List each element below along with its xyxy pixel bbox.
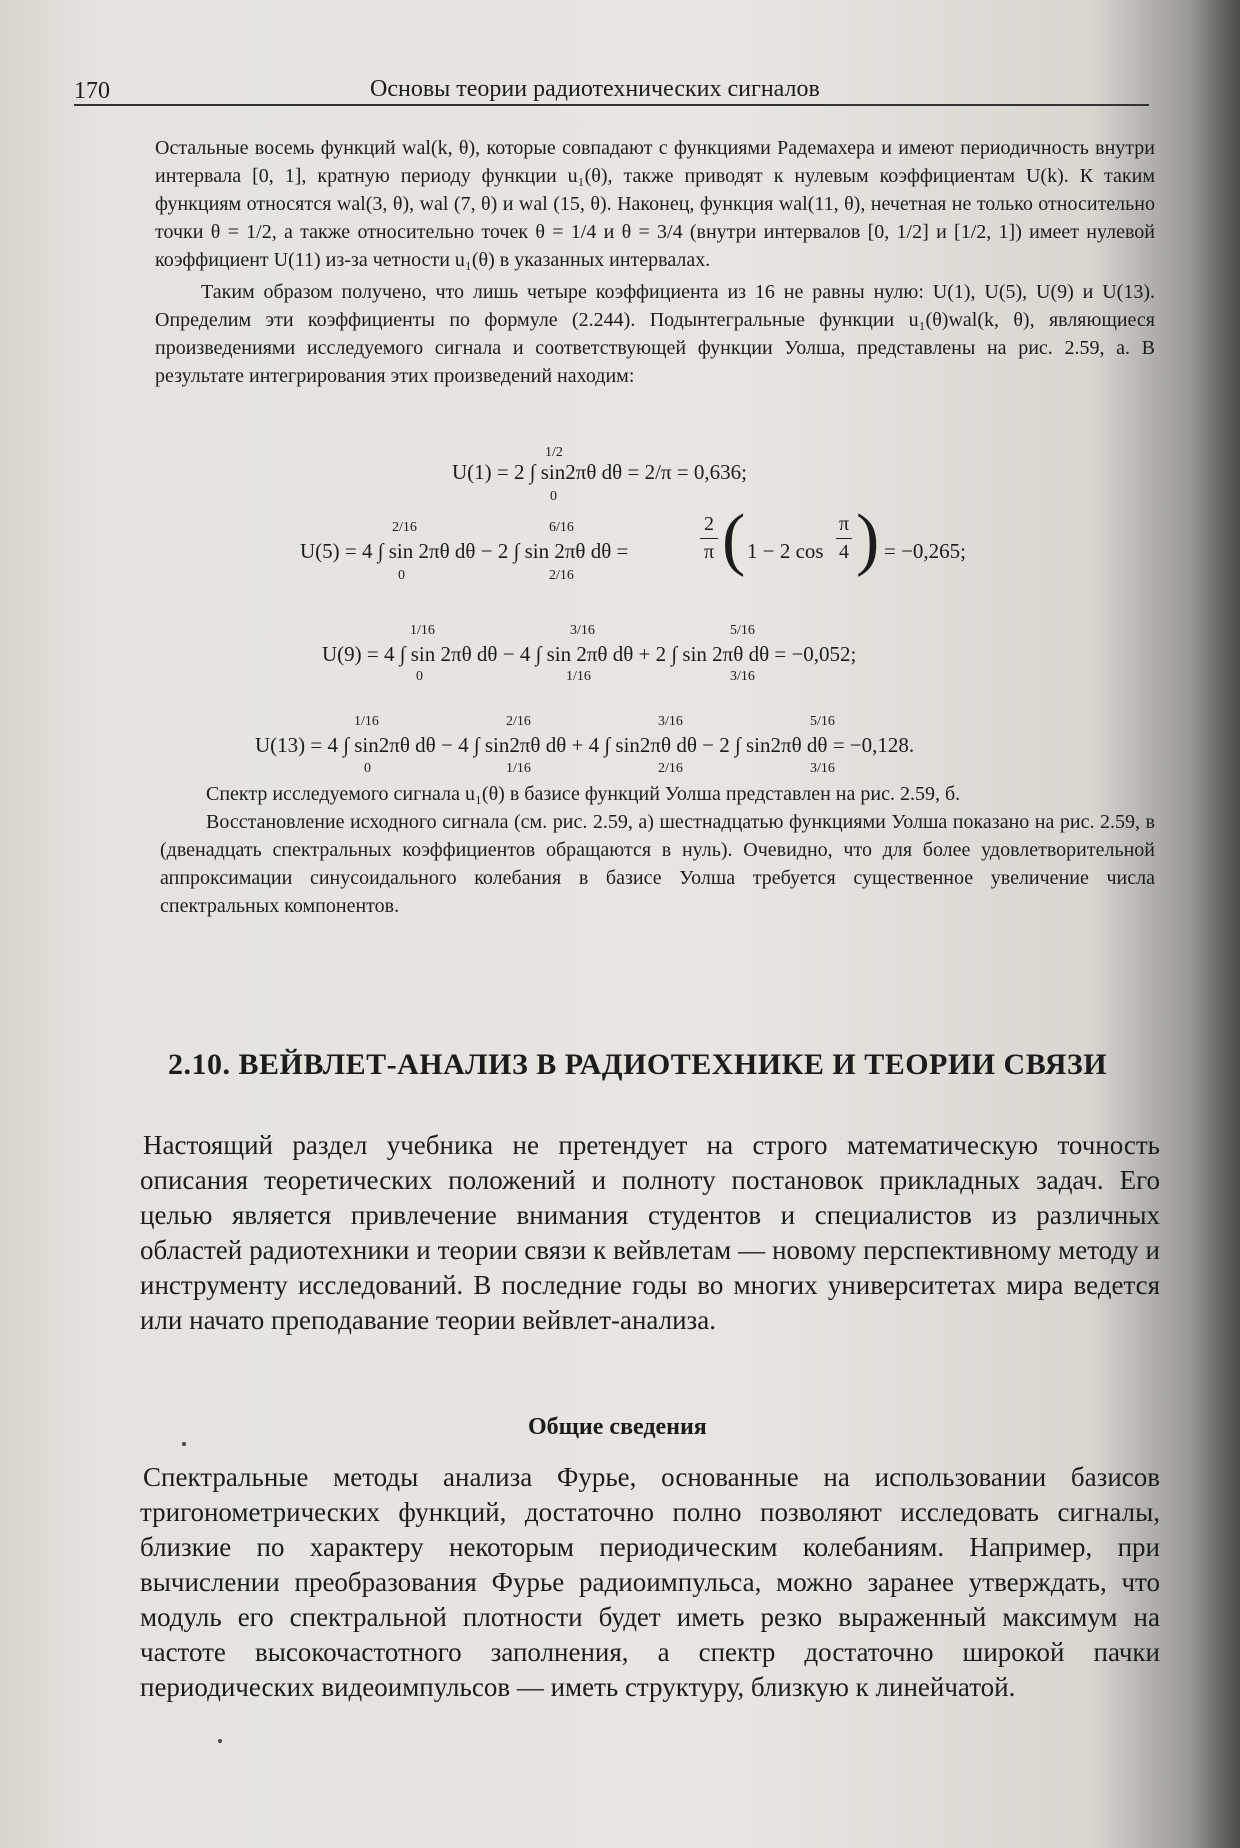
formula-u13-limit-4-lower: 3/16 — [810, 761, 835, 776]
formula-u5-limit-1-lower: 0 — [398, 568, 405, 583]
formula-u5-limit-2-upper: 6/16 — [549, 520, 574, 535]
formula-u5-limit-2-lower: 2/16 — [549, 568, 574, 583]
formula-u5-cos-denominator: 4 — [839, 541, 849, 563]
section-title: 2.10. ВЕЙВЛЕТ-АНАЛИЗ В РАДИОТЕХНИКЕ И ТЕОРИИ СВЯЗИ — [168, 1048, 1108, 1081]
paragraph-fourier: Спектральные методы анализа Фурье, основанные на использовании базисов тригонометрических функций, достаточно полно позволяют исследовать сигналы, близкие по характеру некоторым периодическим колебаниям. Например, при вычислении преобразования Фурье радиоимпульса, можно заранее утверждать, что модуль его спектральной плотности будет иметь резко выраженный максимум на частоте высокочастотного заполнения, а спектр достаточно широкой пачки периодических видеоимпульсов — иметь структуру, близкую к линейчатой. — [140, 1462, 1160, 1702]
formula-u9-limit-1-lower: 0 — [416, 669, 423, 684]
section-intro — [140, 1128, 1160, 1338]
formula-u5-limit-1-upper: 2/16 — [392, 520, 417, 535]
paragraph-spectrum: Спектр исследуемого сигнала u₁(θ) в базисе функций Уолша представлен на рис. 2.59, б. — [206, 783, 961, 805]
formula-u5-inner: 1 − 2 cos — [747, 539, 824, 563]
paragraph-zero-coefficients: Остальные восемь функций wal(k, θ), которые совпадают с функциями Радемахера и имеют периодичность внутри интервала [0, 1], кратную периоду функции u₁(θ), также приводят к нулевым коэффициентам U(k). К таким функциям относятся wal(3, θ), wal (7, θ) и wal (15, θ). Наконец, функция wal(11, θ), нечетная не только относительно точки θ = 1/2, а также относительно точек θ = 1/4 и θ = 3/4 (внутри интервалов [0, 1/2] и [1/2, 1]) имеет нулевой коэффициент U(11) из-за четности u₁(θ) в указанных интервалах. — [155, 137, 1155, 271]
formula-u13-limit-1-upper: 1/16 — [354, 714, 379, 729]
formula-u13-limit-3-upper: 3/16 — [658, 714, 683, 729]
formula-u5-fraction — [700, 513, 718, 564]
formula-u5-result: = −0,265; — [884, 539, 967, 563]
formula-u13-limit-1-lower: 0 — [364, 761, 371, 776]
formula-u5-fraction-denominator: π — [703, 541, 715, 563]
spectrum-paragraphs — [160, 780, 1155, 920]
print-speck — [182, 1442, 186, 1446]
formula-u5-fraction-numerator: 2 — [704, 513, 714, 535]
formula-u9-limit-2-upper: 3/16 — [570, 623, 595, 638]
fraction-bar — [836, 538, 852, 539]
formula-u1-lower-limit: 0 — [550, 489, 557, 504]
subsection-body — [140, 1460, 1160, 1705]
right-paren: ) — [856, 501, 880, 578]
formula-u5-cos-numerator: π — [838, 513, 850, 535]
running-header — [74, 74, 1149, 106]
formula-u9-limit-3-lower: 3/16 — [730, 669, 755, 684]
formula-u5-cos-argument — [836, 513, 852, 564]
formula-u13-body: U(13) = 4 ∫ sin2πθ dθ − 4 ∫ sin2πθ dθ + 4 ∫ sin2πθ dθ − 2 ∫ sin2πθ dθ = −0,128. — [255, 733, 915, 757]
formula-u9-limit-1-upper: 1/16 — [410, 623, 435, 638]
fraction-bar — [700, 538, 718, 539]
formula-u5-body: U(5) = 4 ∫ sin 2πθ dθ − 2 ∫ sin 2πθ dθ = — [300, 539, 629, 563]
running-title: Основы теории радиотехнических сигналов — [370, 76, 820, 102]
paragraph-nonzero-coefficients: Таким образом получено, что лишь четыре коэффициента из 16 не равны нулю: U(1), U(5), U(9) и U(13). Определим эти коэффициенты по формуле (2.244). Подынтегральные функции u₁(θ)wal(k, θ), являющиеся произведениями исследуемого сигнала и соответствующей функции Уолша, представлены на рис. 2.59, a. В результате интегрирования этих произведений находим: — [155, 281, 1155, 387]
formula-u9-limit-3-upper: 5/16 — [730, 623, 755, 638]
left-paren: ( — [722, 501, 746, 578]
page-number: 170 — [74, 78, 110, 104]
formula-u13-limit-2-upper: 2/16 — [506, 714, 531, 729]
formula-u1-body: U(1) = 2 ∫ sin2πθ dθ = 2/π = 0,636; — [452, 460, 747, 484]
formula-u13-limit-4-upper: 5/16 — [810, 714, 835, 729]
formula-u13-limit-3-lower: 2/16 — [658, 761, 683, 776]
formula-u9-body: U(9) = 4 ∫ sin 2πθ dθ − 4 ∫ sin 2πθ dθ + 2 ∫ sin 2πθ dθ = −0,052; — [322, 642, 857, 666]
paragraph-section-intro: Настоящий раздел учебника не претендует на строго математическую точность описания теоретических положений и полноту постановок прикладных задач. Его целью является привлечение внимания студентов и специалистов из различных областей радиотехники и теории связи к вейвлетам — новому перспективному методу и инструменту исследований. В последние годы во многих университетах мира ведется или начато преподавание теории вейвлет-анализа. — [140, 1130, 1160, 1335]
subsection-title: Общие сведения — [528, 1414, 707, 1440]
formula-u9-limit-2-lower: 1/16 — [566, 669, 591, 684]
walsh-paragraphs — [155, 134, 1155, 390]
formula-u13-limit-2-lower: 1/16 — [506, 761, 531, 776]
formula-u1-upper-limit: 1/2 — [545, 445, 563, 460]
print-speck — [218, 1739, 222, 1743]
paragraph-reconstruction: Восстановление исходного сигнала (см. рис. 2.59, а) шестнадцатью функциями Уолша показано на рис. 2.59, в (двенадцать спектральных коэффициентов обращаются в нуль). Очевидно, что для более удовлетворительной аппроксимации синусоидального колебания в базисе Уолша требуется существенное увеличение числа спектральных компонентов. — [160, 811, 1155, 917]
